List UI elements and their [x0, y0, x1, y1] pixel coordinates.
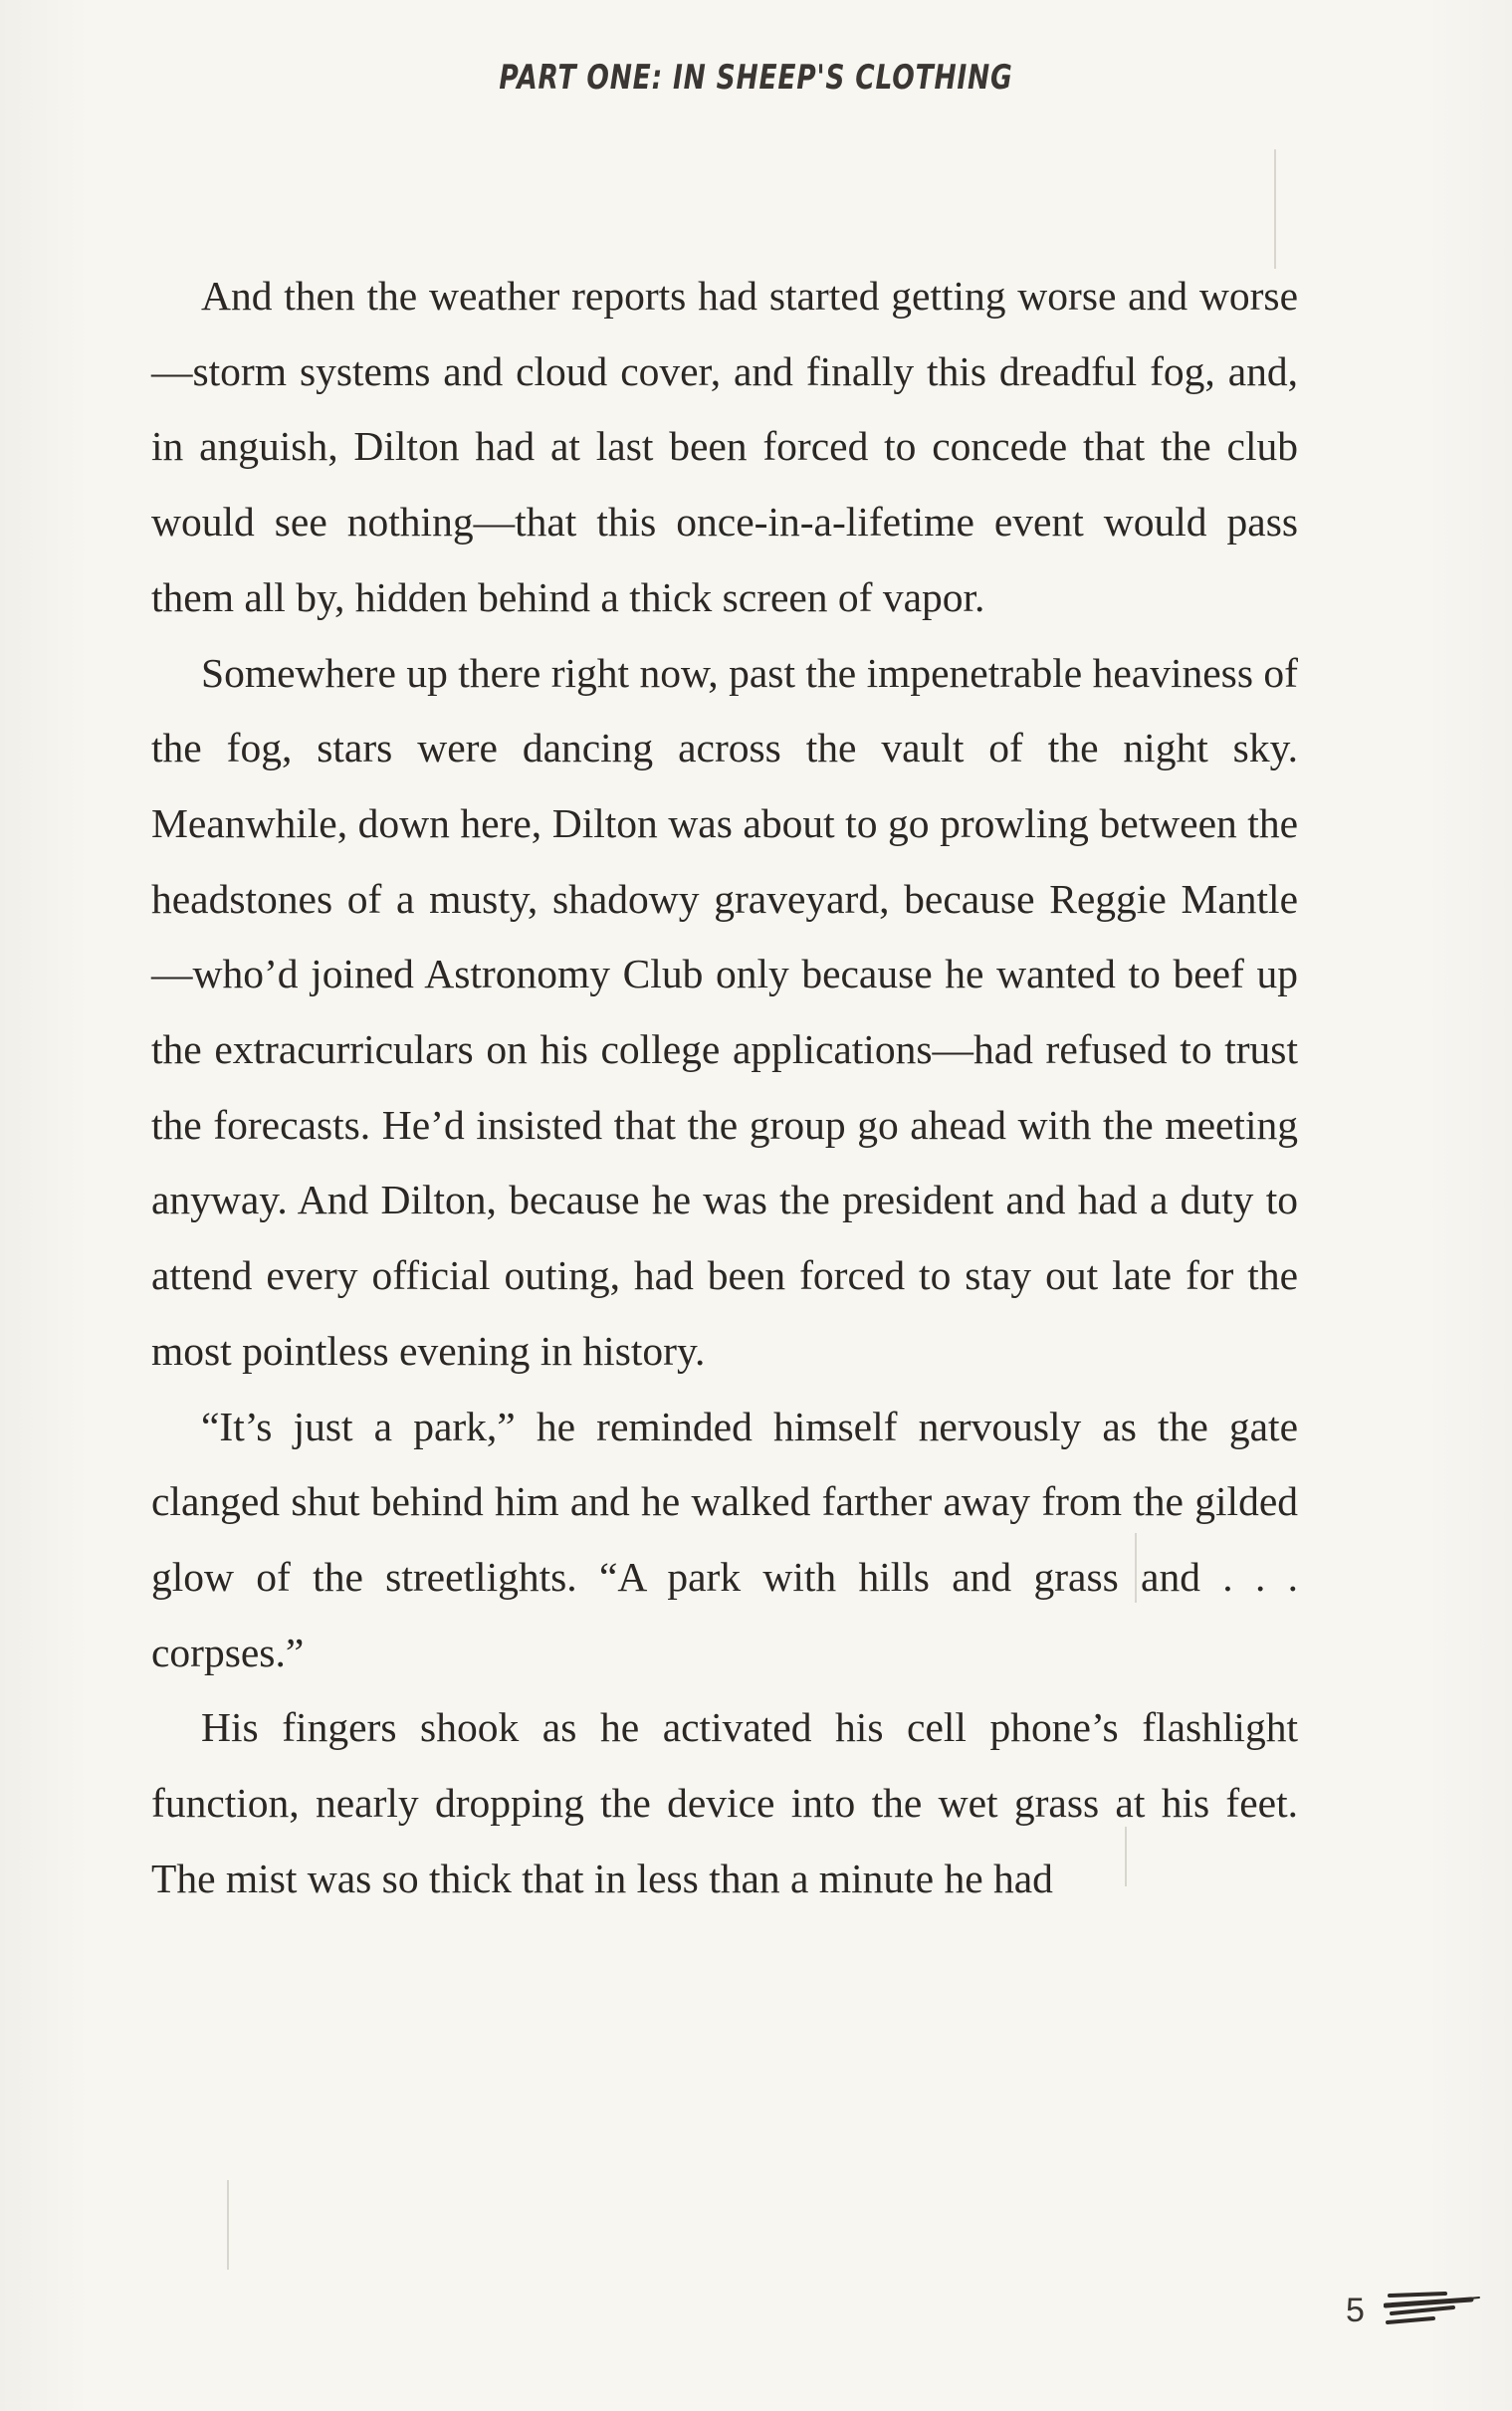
paper-crease — [1274, 149, 1276, 269]
paragraph: “It’s just a park,” he reminded himself nervously as the gate clanged shut behind him and he walked farther away from the gilded glow of the streetlights. “A park with hills and grass and . . . corpses.” — [151, 1403, 1298, 1675]
page-number: 5 — [1346, 2292, 1365, 2329]
paragraph: And then the weather reports had started getting worse and worse—storm systems and cloud cover, and finally this dreadful fog, and, in anguish, Dilton had at last been forced to concede that the club would see nothing—that this once-in-a-lifetime event would pass them all by, hidden behind a thick screen of vapor. — [151, 273, 1298, 620]
paragraph: His fingers shook as he activated his cell phone’s flashlight function, nearly dropping the device into the wet grass at his feet. The mist was so thick that in less than a minute he had — [151, 1704, 1298, 1901]
running-head: PART ONE: IN SHEEP'S CLOTHING — [499, 58, 1013, 98]
paper-crease — [227, 2180, 229, 2270]
speed-lines-icon — [1384, 2286, 1483, 2335]
paragraph: Somewhere up there right now, past the impenetrable heaviness of the fog, stars were dancing across the vault of the night sky. Meanwhile, down here, Dilton was about to go prowling between the headstones of a musty, shadowy graveyard, because Reggie Mantle—who’d joined Astronomy Club only because he wanted to beef up the extracurriculars on his college applications—had refused to trust the forecasts. He’d insisted that the group go ahead with the meeting anyway. And Dilton, because he was the president and had a duty to attend every official outing, had been forced to stay out late for the most pointless evening in history. — [151, 649, 1298, 1374]
body-text — [151, 259, 1298, 1916]
